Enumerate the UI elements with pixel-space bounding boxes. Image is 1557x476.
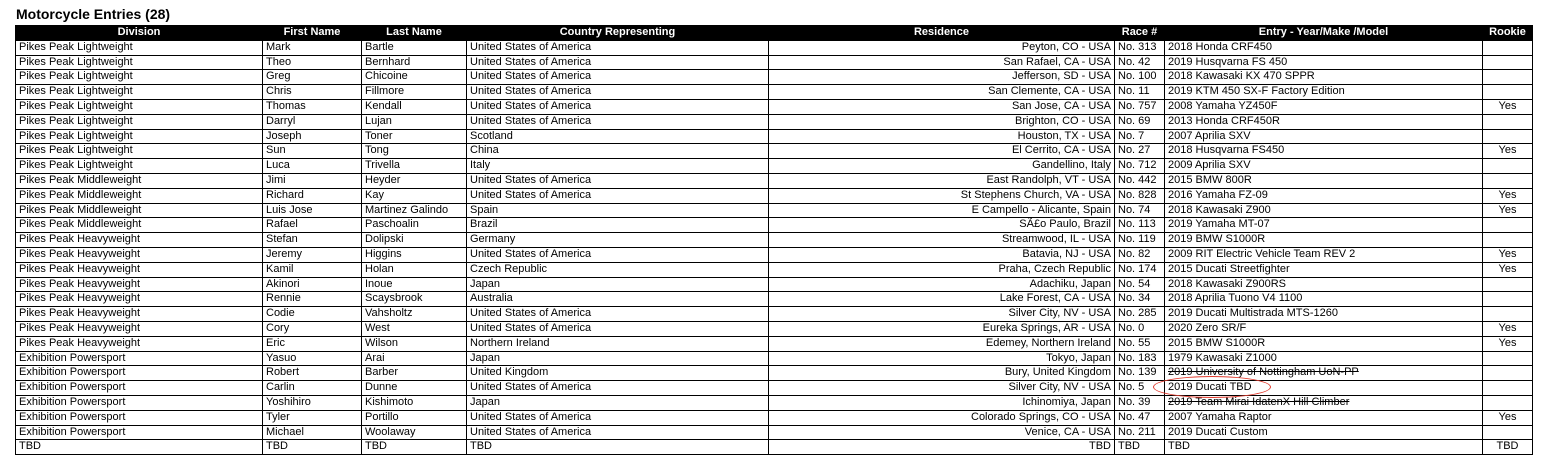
cell-rookie — [1483, 307, 1533, 322]
cell-entry: 2019 Ducati Multistrada MTS-1260 — [1165, 307, 1483, 322]
cell-race-number: No. 442 — [1115, 173, 1165, 188]
cell-division: Exhibition Powersport — [16, 351, 263, 366]
cell-entry: 1979 Kawasaki Z1000 — [1165, 351, 1483, 366]
cell-last-name: Fillmore — [362, 85, 467, 100]
cell-race-number: No. 55 — [1115, 336, 1165, 351]
cell-first-name: Theo — [263, 55, 362, 70]
cell-last-name: Inoue — [362, 277, 467, 292]
cell-last-name: Heyder — [362, 173, 467, 188]
table-row — [16, 307, 1533, 322]
cell-race-number: No. 139 — [1115, 366, 1165, 381]
cell-division: Pikes Peak Lightweight — [16, 70, 263, 85]
cell-rookie — [1483, 366, 1533, 381]
cell-race-number: No. 119 — [1115, 233, 1165, 248]
cell-last-name: Dunne — [362, 381, 467, 396]
cell-division: Pikes Peak Heavyweight — [16, 233, 263, 248]
cell-race-number: No. 313 — [1115, 40, 1165, 55]
cell-entry: 2018 Kawasaki KX 470 SPPR — [1165, 70, 1483, 85]
sheet-title: Motorcycle Entries (28) — [16, 6, 171, 22]
cell-rookie: Yes — [1483, 203, 1533, 218]
table-row — [16, 292, 1533, 307]
table-row — [16, 233, 1533, 248]
cell-last-name: West — [362, 321, 467, 336]
table-row — [16, 336, 1533, 351]
cell-division: Pikes Peak Lightweight — [16, 114, 263, 129]
cell-entry: 2020 Zero SR/F — [1165, 321, 1483, 336]
cell-country: China — [467, 144, 769, 159]
table-row — [16, 159, 1533, 174]
cell-last-name: Kishimoto — [362, 395, 467, 410]
cell-last-name: Toner — [362, 129, 467, 144]
cell-rookie — [1483, 159, 1533, 174]
cell-entry: TBD — [1165, 440, 1483, 455]
cell-residence: Tokyo, Japan — [769, 351, 1115, 366]
cell-residence: Praha, Czech Republic — [769, 262, 1115, 277]
cell-entry: 2019 Team Mirai IdatenX Hill Climber — [1165, 395, 1483, 410]
cell-residence: Peyton, CO - USA — [769, 40, 1115, 55]
cell-first-name: Tyler — [263, 410, 362, 425]
col-header-residence: Residence — [769, 26, 1115, 41]
cell-last-name: Holan — [362, 262, 467, 277]
cell-first-name: Greg — [263, 70, 362, 85]
cell-race-number: No. 712 — [1115, 159, 1165, 174]
cell-first-name: Robert — [263, 366, 362, 381]
cell-first-name: Akinori — [263, 277, 362, 292]
cell-country: United States of America — [467, 40, 769, 55]
table-row — [16, 129, 1533, 144]
cell-division: Pikes Peak Lightweight — [16, 144, 263, 159]
table-row — [16, 247, 1533, 262]
cell-race-number: No. 174 — [1115, 262, 1165, 277]
entries-table — [15, 25, 1533, 455]
cell-first-name: Cory — [263, 321, 362, 336]
cell-division: Pikes Peak Middleweight — [16, 218, 263, 233]
cell-country: United States of America — [467, 99, 769, 114]
col-header-last-name: Last Name — [362, 26, 467, 41]
cell-last-name: Kendall — [362, 99, 467, 114]
cell-rookie: Yes — [1483, 262, 1533, 277]
cell-division: Pikes Peak Lightweight — [16, 40, 263, 55]
cell-entry: 2018 Kawasaki Z900RS — [1165, 277, 1483, 292]
cell-race-number: No. 54 — [1115, 277, 1165, 292]
cell-country: Germany — [467, 233, 769, 248]
cell-last-name: Scaysbrook — [362, 292, 467, 307]
cell-rookie: Yes — [1483, 144, 1533, 159]
cell-rookie — [1483, 55, 1533, 70]
table-row — [16, 277, 1533, 292]
table-row — [16, 40, 1533, 55]
cell-last-name: Bartle — [362, 40, 467, 55]
cell-rookie — [1483, 85, 1533, 100]
cell-first-name: Luis Jose — [263, 203, 362, 218]
cell-country: TBD — [467, 440, 769, 455]
cell-division: TBD — [16, 440, 263, 455]
cell-division: Pikes Peak Heavyweight — [16, 307, 263, 322]
table-row — [16, 173, 1533, 188]
cell-rookie — [1483, 218, 1533, 233]
cell-residence: Houston, TX - USA — [769, 129, 1115, 144]
cell-rookie: Yes — [1483, 321, 1533, 336]
cell-residence: Eureka Springs, AR - USA — [769, 321, 1115, 336]
cell-country: United States of America — [467, 307, 769, 322]
cell-rookie — [1483, 114, 1533, 129]
cell-residence: San Rafael, CA - USA — [769, 55, 1115, 70]
col-header-entry: Entry - Year/Make /Model — [1165, 26, 1483, 41]
cell-first-name: Codie — [263, 307, 362, 322]
col-header-race-number: Race # — [1115, 26, 1165, 41]
cell-race-number: No. 828 — [1115, 188, 1165, 203]
cell-last-name: Woolaway — [362, 425, 467, 440]
cell-division: Pikes Peak Lightweight — [16, 85, 263, 100]
cell-rookie — [1483, 351, 1533, 366]
cell-residence: SÃ£o Paulo, Brazil — [769, 218, 1115, 233]
cell-division: Pikes Peak Heavyweight — [16, 321, 263, 336]
cell-rookie — [1483, 395, 1533, 410]
cell-first-name: Darryl — [263, 114, 362, 129]
cell-division: Pikes Peak Lightweight — [16, 55, 263, 70]
cell-race-number: No. 42 — [1115, 55, 1165, 70]
cell-race-number: No. 285 — [1115, 307, 1165, 322]
cell-first-name: Yoshihiro — [263, 395, 362, 410]
cell-first-name: Rennie — [263, 292, 362, 307]
cell-entry: 2019 Husqvarna FS 450 — [1165, 55, 1483, 70]
cell-last-name: Bernhard — [362, 55, 467, 70]
cell-residence: Ichinomiya, Japan — [769, 395, 1115, 410]
table-row — [16, 440, 1533, 455]
table-row — [16, 395, 1533, 410]
cell-division: Pikes Peak Heavyweight — [16, 247, 263, 262]
cell-residence: Gandellino, Italy — [769, 159, 1115, 174]
cell-race-number: No. 69 — [1115, 114, 1165, 129]
col-header-rookie: Rookie — [1483, 26, 1533, 41]
cell-entry: 2018 Honda CRF450 — [1165, 40, 1483, 55]
cell-entry: 2019 Ducati TBD — [1165, 381, 1483, 396]
cell-country: Japan — [467, 395, 769, 410]
cell-country: United States of America — [467, 321, 769, 336]
cell-first-name: Thomas — [263, 99, 362, 114]
cell-country: Japan — [467, 277, 769, 292]
table-row — [16, 203, 1533, 218]
cell-last-name: Paschoalin — [362, 218, 467, 233]
cell-residence: Colorado Springs, CO - USA — [769, 410, 1115, 425]
cell-last-name: Portillo — [362, 410, 467, 425]
cell-residence: Silver City, NV - USA — [769, 307, 1115, 322]
cell-rookie — [1483, 40, 1533, 55]
table-row — [16, 425, 1533, 440]
cell-division: Pikes Peak Middleweight — [16, 188, 263, 203]
cell-division: Exhibition Powersport — [16, 395, 263, 410]
cell-rookie — [1483, 277, 1533, 292]
table-row — [16, 321, 1533, 336]
cell-race-number: No. 82 — [1115, 247, 1165, 262]
cell-residence: Brighton, CO - USA — [769, 114, 1115, 129]
cell-country: Spain — [467, 203, 769, 218]
cell-last-name: Arai — [362, 351, 467, 366]
cell-race-number: No. 74 — [1115, 203, 1165, 218]
cell-last-name: Trivella — [362, 159, 467, 174]
cell-entry: 2009 Aprilia SXV — [1165, 159, 1483, 174]
cell-country: United States of America — [467, 410, 769, 425]
cell-country: Australia — [467, 292, 769, 307]
cell-country: Czech Republic — [467, 262, 769, 277]
cell-race-number: No. 0 — [1115, 321, 1165, 336]
cell-entry: 2019 BMW S1000R — [1165, 233, 1483, 248]
cell-entry: 2015 BMW 800R — [1165, 173, 1483, 188]
cell-residence: Batavia, NJ - USA — [769, 247, 1115, 262]
cell-race-number: No. 183 — [1115, 351, 1165, 366]
cell-first-name: Jimi — [263, 173, 362, 188]
table-row — [16, 218, 1533, 233]
cell-residence: San Clemente, CA - USA — [769, 85, 1115, 100]
cell-entry: 2015 BMW S1000R — [1165, 336, 1483, 351]
col-header-country: Country Representing — [467, 26, 769, 41]
cell-entry: 2016 Yamaha FZ-09 — [1165, 188, 1483, 203]
cell-country: United States of America — [467, 173, 769, 188]
cell-last-name: Dolipski — [362, 233, 467, 248]
cell-entry: 2018 Husqvarna FS450 — [1165, 144, 1483, 159]
cell-rookie — [1483, 292, 1533, 307]
cell-residence: East Randolph, VT - USA — [769, 173, 1115, 188]
cell-race-number: No. 34 — [1115, 292, 1165, 307]
cell-rookie: TBD — [1483, 440, 1533, 455]
cell-first-name: Luca — [263, 159, 362, 174]
table-row — [16, 70, 1533, 85]
cell-residence: St Stephens Church, VA - USA — [769, 188, 1115, 203]
cell-country: Scotland — [467, 129, 769, 144]
cell-first-name: Sun — [263, 144, 362, 159]
cell-entry: 2019 University of Nottingham UoN-PP — [1165, 366, 1483, 381]
col-header-division: Division — [16, 26, 263, 41]
cell-last-name: Chicoine — [362, 70, 467, 85]
cell-first-name: Stefan — [263, 233, 362, 248]
cell-race-number: No. 757 — [1115, 99, 1165, 114]
cell-first-name: Joseph — [263, 129, 362, 144]
cell-division: Pikes Peak Heavyweight — [16, 336, 263, 351]
cell-residence: Venice, CA - USA — [769, 425, 1115, 440]
table-row — [16, 262, 1533, 277]
cell-residence: Streamwood, IL - USA — [769, 233, 1115, 248]
cell-last-name: Barber — [362, 366, 467, 381]
cell-rookie — [1483, 173, 1533, 188]
cell-country: United Kingdom — [467, 366, 769, 381]
table-row — [16, 144, 1533, 159]
entries-body — [16, 40, 1533, 454]
cell-division: Exhibition Powersport — [16, 410, 263, 425]
header-row — [16, 26, 1533, 41]
cell-race-number: TBD — [1115, 440, 1165, 455]
cell-entry: 2007 Yamaha Raptor — [1165, 410, 1483, 425]
table-row — [16, 55, 1533, 70]
cell-last-name: Wilson — [362, 336, 467, 351]
cell-entry: 2015 Ducati Streetfighter — [1165, 262, 1483, 277]
cell-residence: Silver City, NV - USA — [769, 381, 1115, 396]
cell-last-name: Kay — [362, 188, 467, 203]
cell-division: Pikes Peak Heavyweight — [16, 277, 263, 292]
cell-last-name: Martinez Galindo — [362, 203, 467, 218]
cell-country: United States of America — [467, 85, 769, 100]
cell-first-name: Kamil — [263, 262, 362, 277]
cell-division: Pikes Peak Middleweight — [16, 173, 263, 188]
cell-rookie — [1483, 129, 1533, 144]
table-row — [16, 188, 1533, 203]
cell-country: United States of America — [467, 381, 769, 396]
cell-first-name: Michael — [263, 425, 362, 440]
cell-rookie — [1483, 381, 1533, 396]
table-row — [16, 85, 1533, 100]
cell-division: Pikes Peak Lightweight — [16, 99, 263, 114]
cell-race-number: No. 113 — [1115, 218, 1165, 233]
cell-residence: San Jose, CA - USA — [769, 99, 1115, 114]
cell-division: Pikes Peak Middleweight — [16, 203, 263, 218]
cell-residence: Bury, United Kingdom — [769, 366, 1115, 381]
cell-country: United States of America — [467, 114, 769, 129]
cell-country: United States of America — [467, 247, 769, 262]
cell-race-number: No. 11 — [1115, 85, 1165, 100]
cell-residence: TBD — [769, 440, 1115, 455]
cell-race-number: No. 47 — [1115, 410, 1165, 425]
cell-division: Exhibition Powersport — [16, 425, 263, 440]
table-row — [16, 114, 1533, 129]
table-row — [16, 410, 1533, 425]
cell-first-name: Jeremy — [263, 247, 362, 262]
cell-first-name: Yasuo — [263, 351, 362, 366]
cell-rookie: Yes — [1483, 99, 1533, 114]
cell-entry: 2019 KTM 450 SX-F Factory Edition — [1165, 85, 1483, 100]
cell-last-name: TBD — [362, 440, 467, 455]
cell-country: United States of America — [467, 55, 769, 70]
cell-race-number: No. 5 — [1115, 381, 1165, 396]
cell-rookie: Yes — [1483, 247, 1533, 262]
cell-country: Italy — [467, 159, 769, 174]
cell-entry: 2018 Aprilia Tuono V4 1100 — [1165, 292, 1483, 307]
cell-race-number: No. 39 — [1115, 395, 1165, 410]
cell-rookie: Yes — [1483, 410, 1533, 425]
cell-first-name: Richard — [263, 188, 362, 203]
cell-first-name: Chris — [263, 85, 362, 100]
table-row — [16, 351, 1533, 366]
cell-race-number: No. 211 — [1115, 425, 1165, 440]
cell-first-name: Rafael — [263, 218, 362, 233]
cell-entry: 2009 RIT Electric Vehicle Team REV 2 — [1165, 247, 1483, 262]
cell-last-name: Vahsholtz — [362, 307, 467, 322]
cell-country: Northern Ireland — [467, 336, 769, 351]
cell-residence: Adachiku, Japan — [769, 277, 1115, 292]
cell-entry: 2007 Aprilia SXV — [1165, 129, 1483, 144]
cell-division: Pikes Peak Lightweight — [16, 129, 263, 144]
cell-rookie — [1483, 233, 1533, 248]
cell-rookie: Yes — [1483, 336, 1533, 351]
cell-entry: 2019 Yamaha MT-07 — [1165, 218, 1483, 233]
cell-entry: 2013 Honda CRF450R — [1165, 114, 1483, 129]
cell-residence: El Cerrito, CA - USA — [769, 144, 1115, 159]
cell-country: United States of America — [467, 70, 769, 85]
cell-first-name: Eric — [263, 336, 362, 351]
cell-division: Pikes Peak Heavyweight — [16, 262, 263, 277]
cell-rookie: Yes — [1483, 188, 1533, 203]
cell-last-name: Lujan — [362, 114, 467, 129]
cell-race-number: No. 7 — [1115, 129, 1165, 144]
col-header-first-name: First Name — [263, 26, 362, 41]
cell-residence: Edemey, Northern Ireland — [769, 336, 1115, 351]
cell-first-name: TBD — [263, 440, 362, 455]
cell-residence: Lake Forest, CA - USA — [769, 292, 1115, 307]
cell-race-number: No. 27 — [1115, 144, 1165, 159]
cell-rookie — [1483, 70, 1533, 85]
cell-division: Exhibition Powersport — [16, 366, 263, 381]
cell-entry: 2019 Ducati Custom — [1165, 425, 1483, 440]
cell-first-name: Mark — [263, 40, 362, 55]
cell-division: Pikes Peak Lightweight — [16, 159, 263, 174]
cell-country: Brazil — [467, 218, 769, 233]
cell-residence: Jefferson, SD - USA — [769, 70, 1115, 85]
cell-entry: 2008 Yamaha YZ450F — [1165, 99, 1483, 114]
cell-residence: E Campello - Alicante, Spain — [769, 203, 1115, 218]
cell-division: Pikes Peak Heavyweight — [16, 292, 263, 307]
cell-entry: 2018 Kawasaki Z900 — [1165, 203, 1483, 218]
table-row — [16, 99, 1533, 114]
cell-last-name: Tong — [362, 144, 467, 159]
cell-country: United States of America — [467, 188, 769, 203]
table-row — [16, 381, 1533, 396]
cell-division: Exhibition Powersport — [16, 381, 263, 396]
cell-race-number: No. 100 — [1115, 70, 1165, 85]
cell-first-name: Carlin — [263, 381, 362, 396]
table-row — [16, 366, 1533, 381]
cell-country: Japan — [467, 351, 769, 366]
cell-country: United States of America — [467, 425, 769, 440]
cell-last-name: Higgins — [362, 247, 467, 262]
cell-rookie — [1483, 425, 1533, 440]
